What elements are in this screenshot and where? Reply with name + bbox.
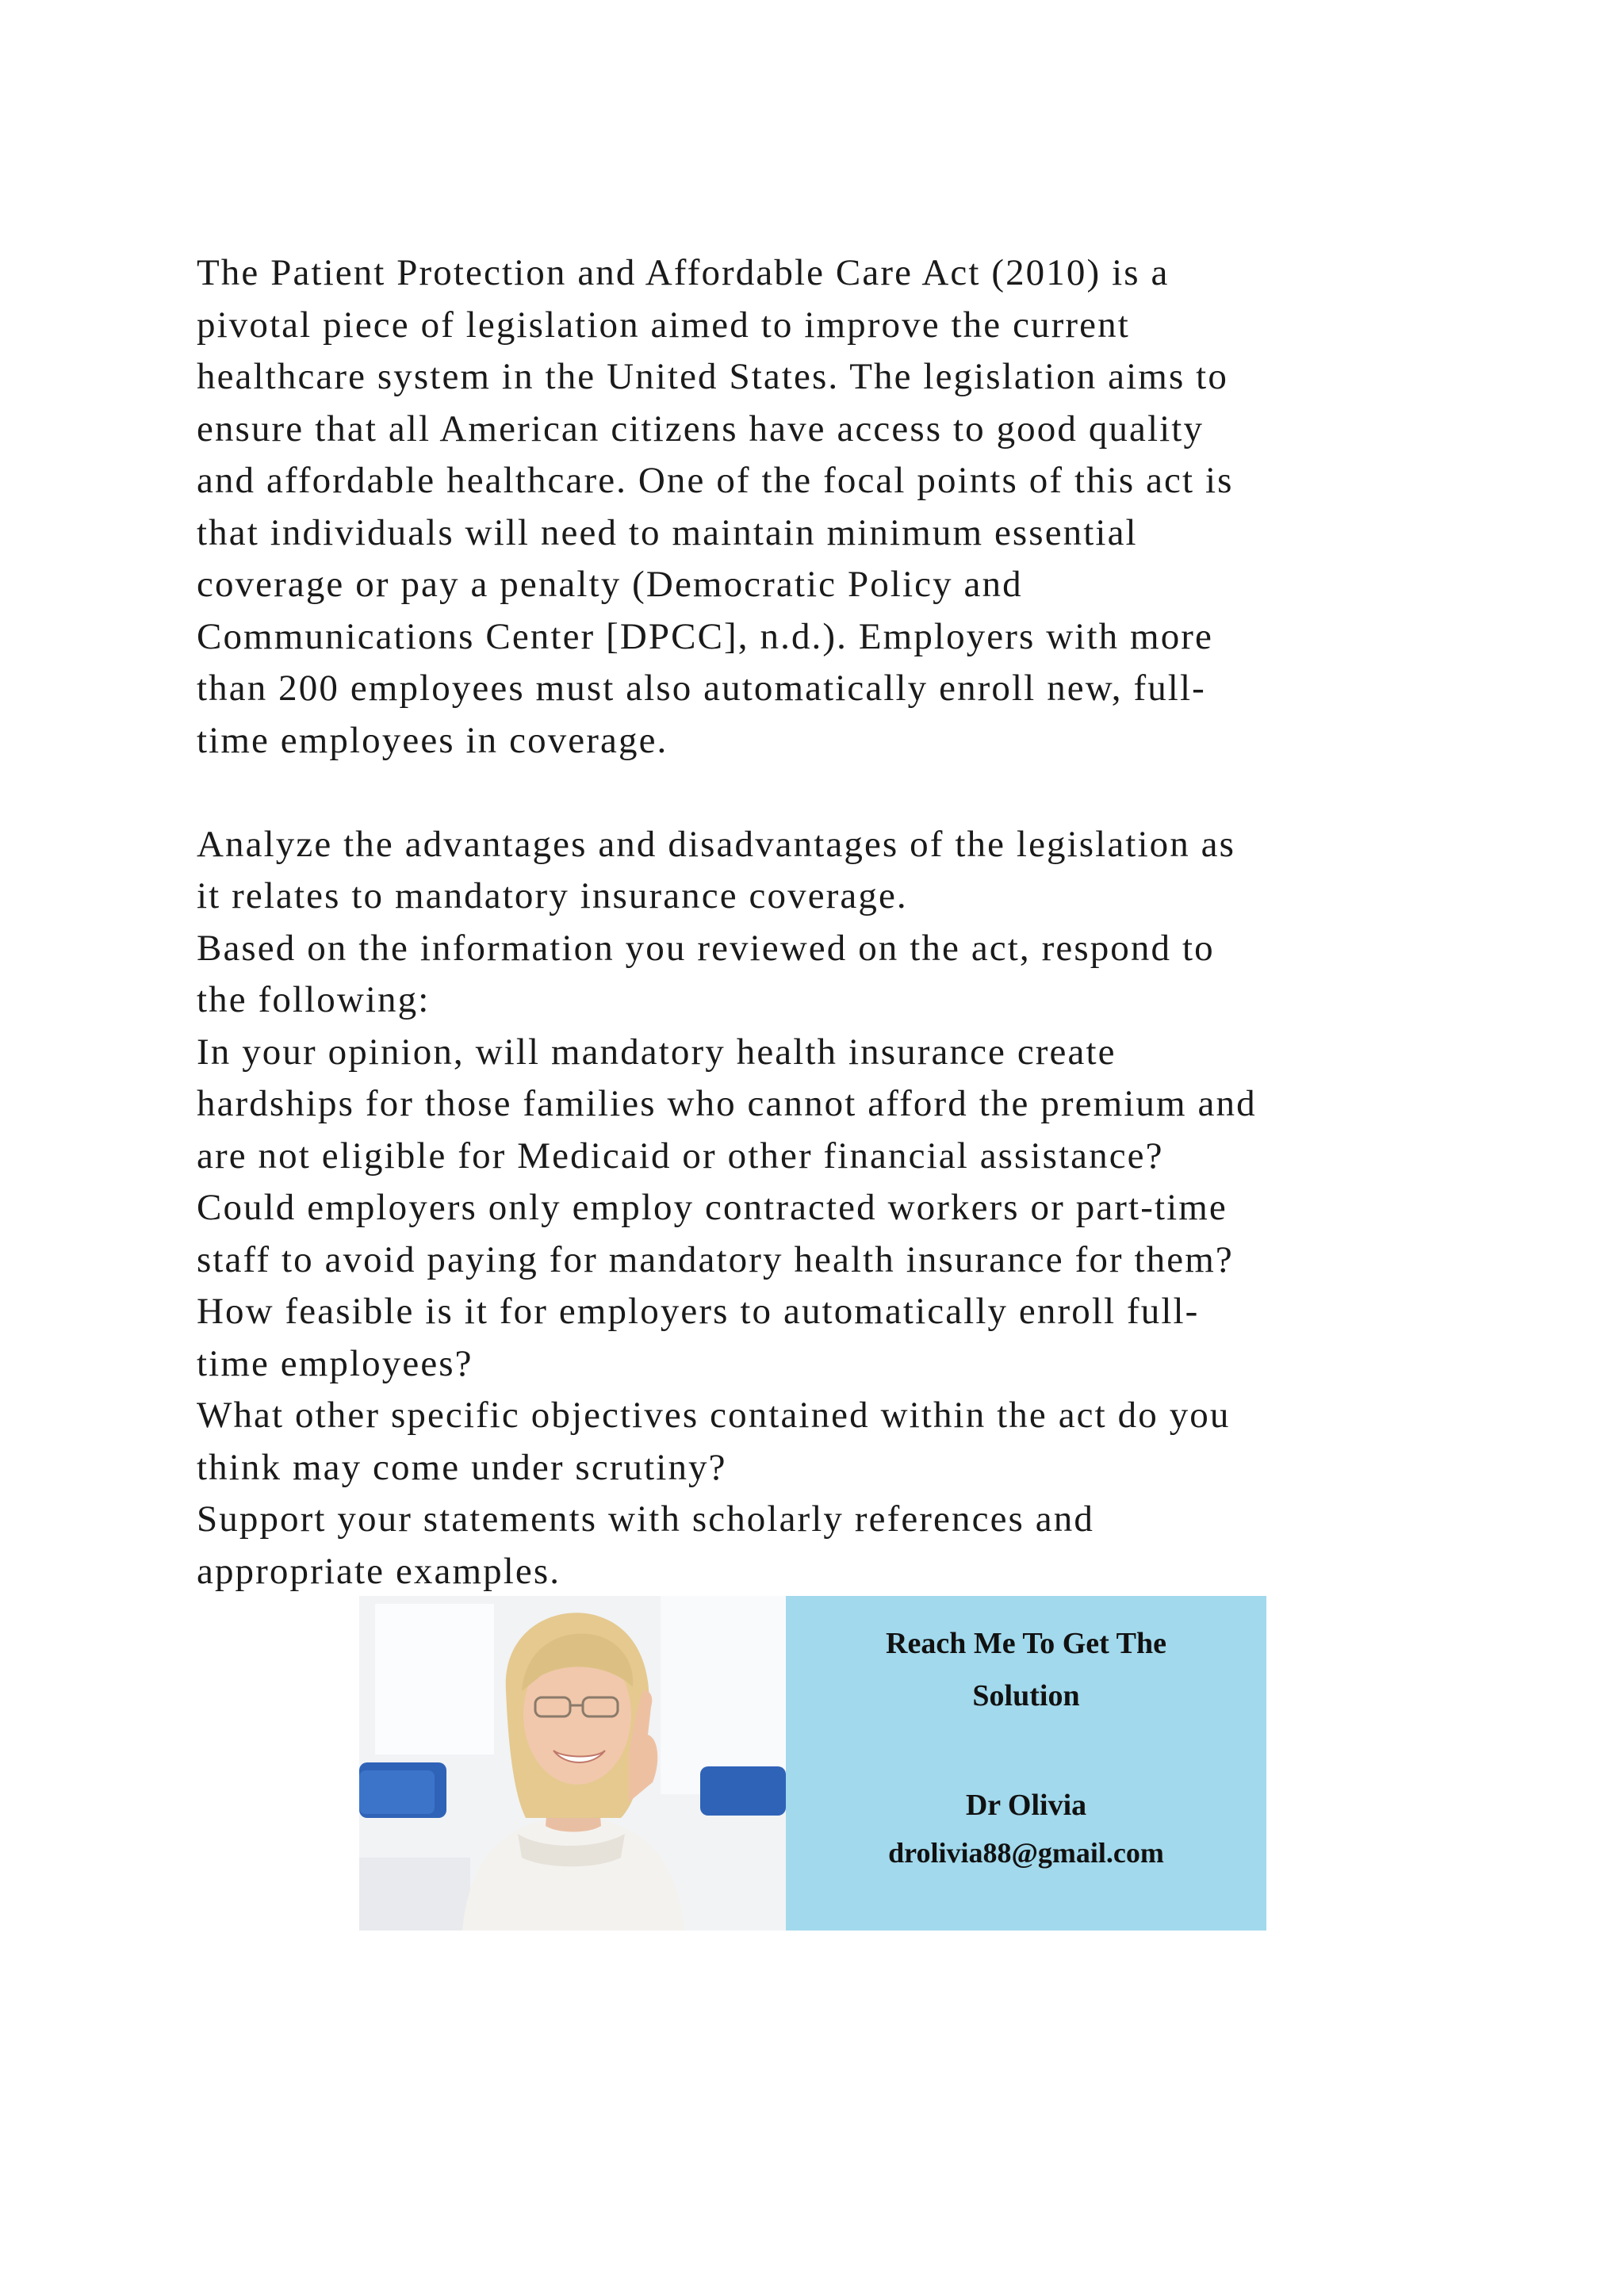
paragraph-line: the following: xyxy=(197,979,431,1020)
paragraph-line: time employees in coverage. xyxy=(197,719,668,761)
contact-banner xyxy=(359,1596,1266,1931)
paragraph-line: Analyze the advantages and disadvantages of the legislation as xyxy=(197,823,1236,865)
paragraph-line: it relates to mandatory insurance coverage. xyxy=(197,875,908,916)
paragraph-line: The Patient Protection and Affordable Care Act (2010) is a xyxy=(197,252,1170,293)
paragraph-line: ensure that all American citizens have access to good quality xyxy=(197,408,1205,450)
contact-name: Dr Olivia xyxy=(965,1789,1087,1822)
paragraph-spacer xyxy=(197,767,1434,819)
paragraph-line: pivotal piece of legislation aimed to improve the current xyxy=(197,304,1130,346)
woman-photo xyxy=(359,1596,786,1931)
paragraph-line: Support your statements with scholarly references and xyxy=(197,1498,1094,1540)
paragraph-line: than 200 employees must also automatically enroll new, full- xyxy=(197,668,1206,709)
paragraph-line: that individuals will need to maintain minimum essential xyxy=(197,511,1138,553)
paragraph-line: coverage or pay a penalty (Democratic Policy and xyxy=(197,564,1023,605)
paragraph-line: appropriate examples. xyxy=(197,1550,561,1592)
paragraph-line: hardships for those families who cannot afford the premium and xyxy=(197,1083,1257,1124)
contact-email: drolivia88@gmail.com xyxy=(888,1837,1164,1869)
contact-info-panel xyxy=(786,1596,1266,1931)
paragraph-line: staff to avoid paying for mandatory health insurance for them? xyxy=(197,1238,1234,1280)
banner-heading-line1: Reach Me To Get The xyxy=(886,1627,1166,1660)
paragraph-line: Could employers only employ contracted workers or part-time xyxy=(197,1187,1228,1228)
banner-heading-line2: Solution xyxy=(972,1679,1080,1712)
paragraph-line: and affordable healthcare. One of the focal points of this act is xyxy=(197,460,1234,501)
paragraph-line: What other specific objectives contained within the act do you xyxy=(197,1395,1231,1436)
paragraph-line: time employees? xyxy=(197,1342,473,1384)
paragraph-line: Communications Center [DPCC], n.d.). Employers with more xyxy=(197,615,1214,657)
paragraph-line: Based on the information you reviewed on the act, respond to xyxy=(197,927,1215,969)
paragraph-line: healthcare system in the United States. The legislation aims to xyxy=(197,356,1228,397)
paragraph-line: think may come under scrutiny? xyxy=(197,1446,727,1488)
document-body xyxy=(197,247,1434,1598)
paragraph-line: are not eligible for Medicaid or other financial assistance? xyxy=(197,1135,1164,1177)
paragraph-line: How feasible is it for employers to automatically enroll full- xyxy=(197,1291,1200,1332)
paragraph-line: In your opinion, will mandatory health insurance create xyxy=(197,1031,1116,1073)
